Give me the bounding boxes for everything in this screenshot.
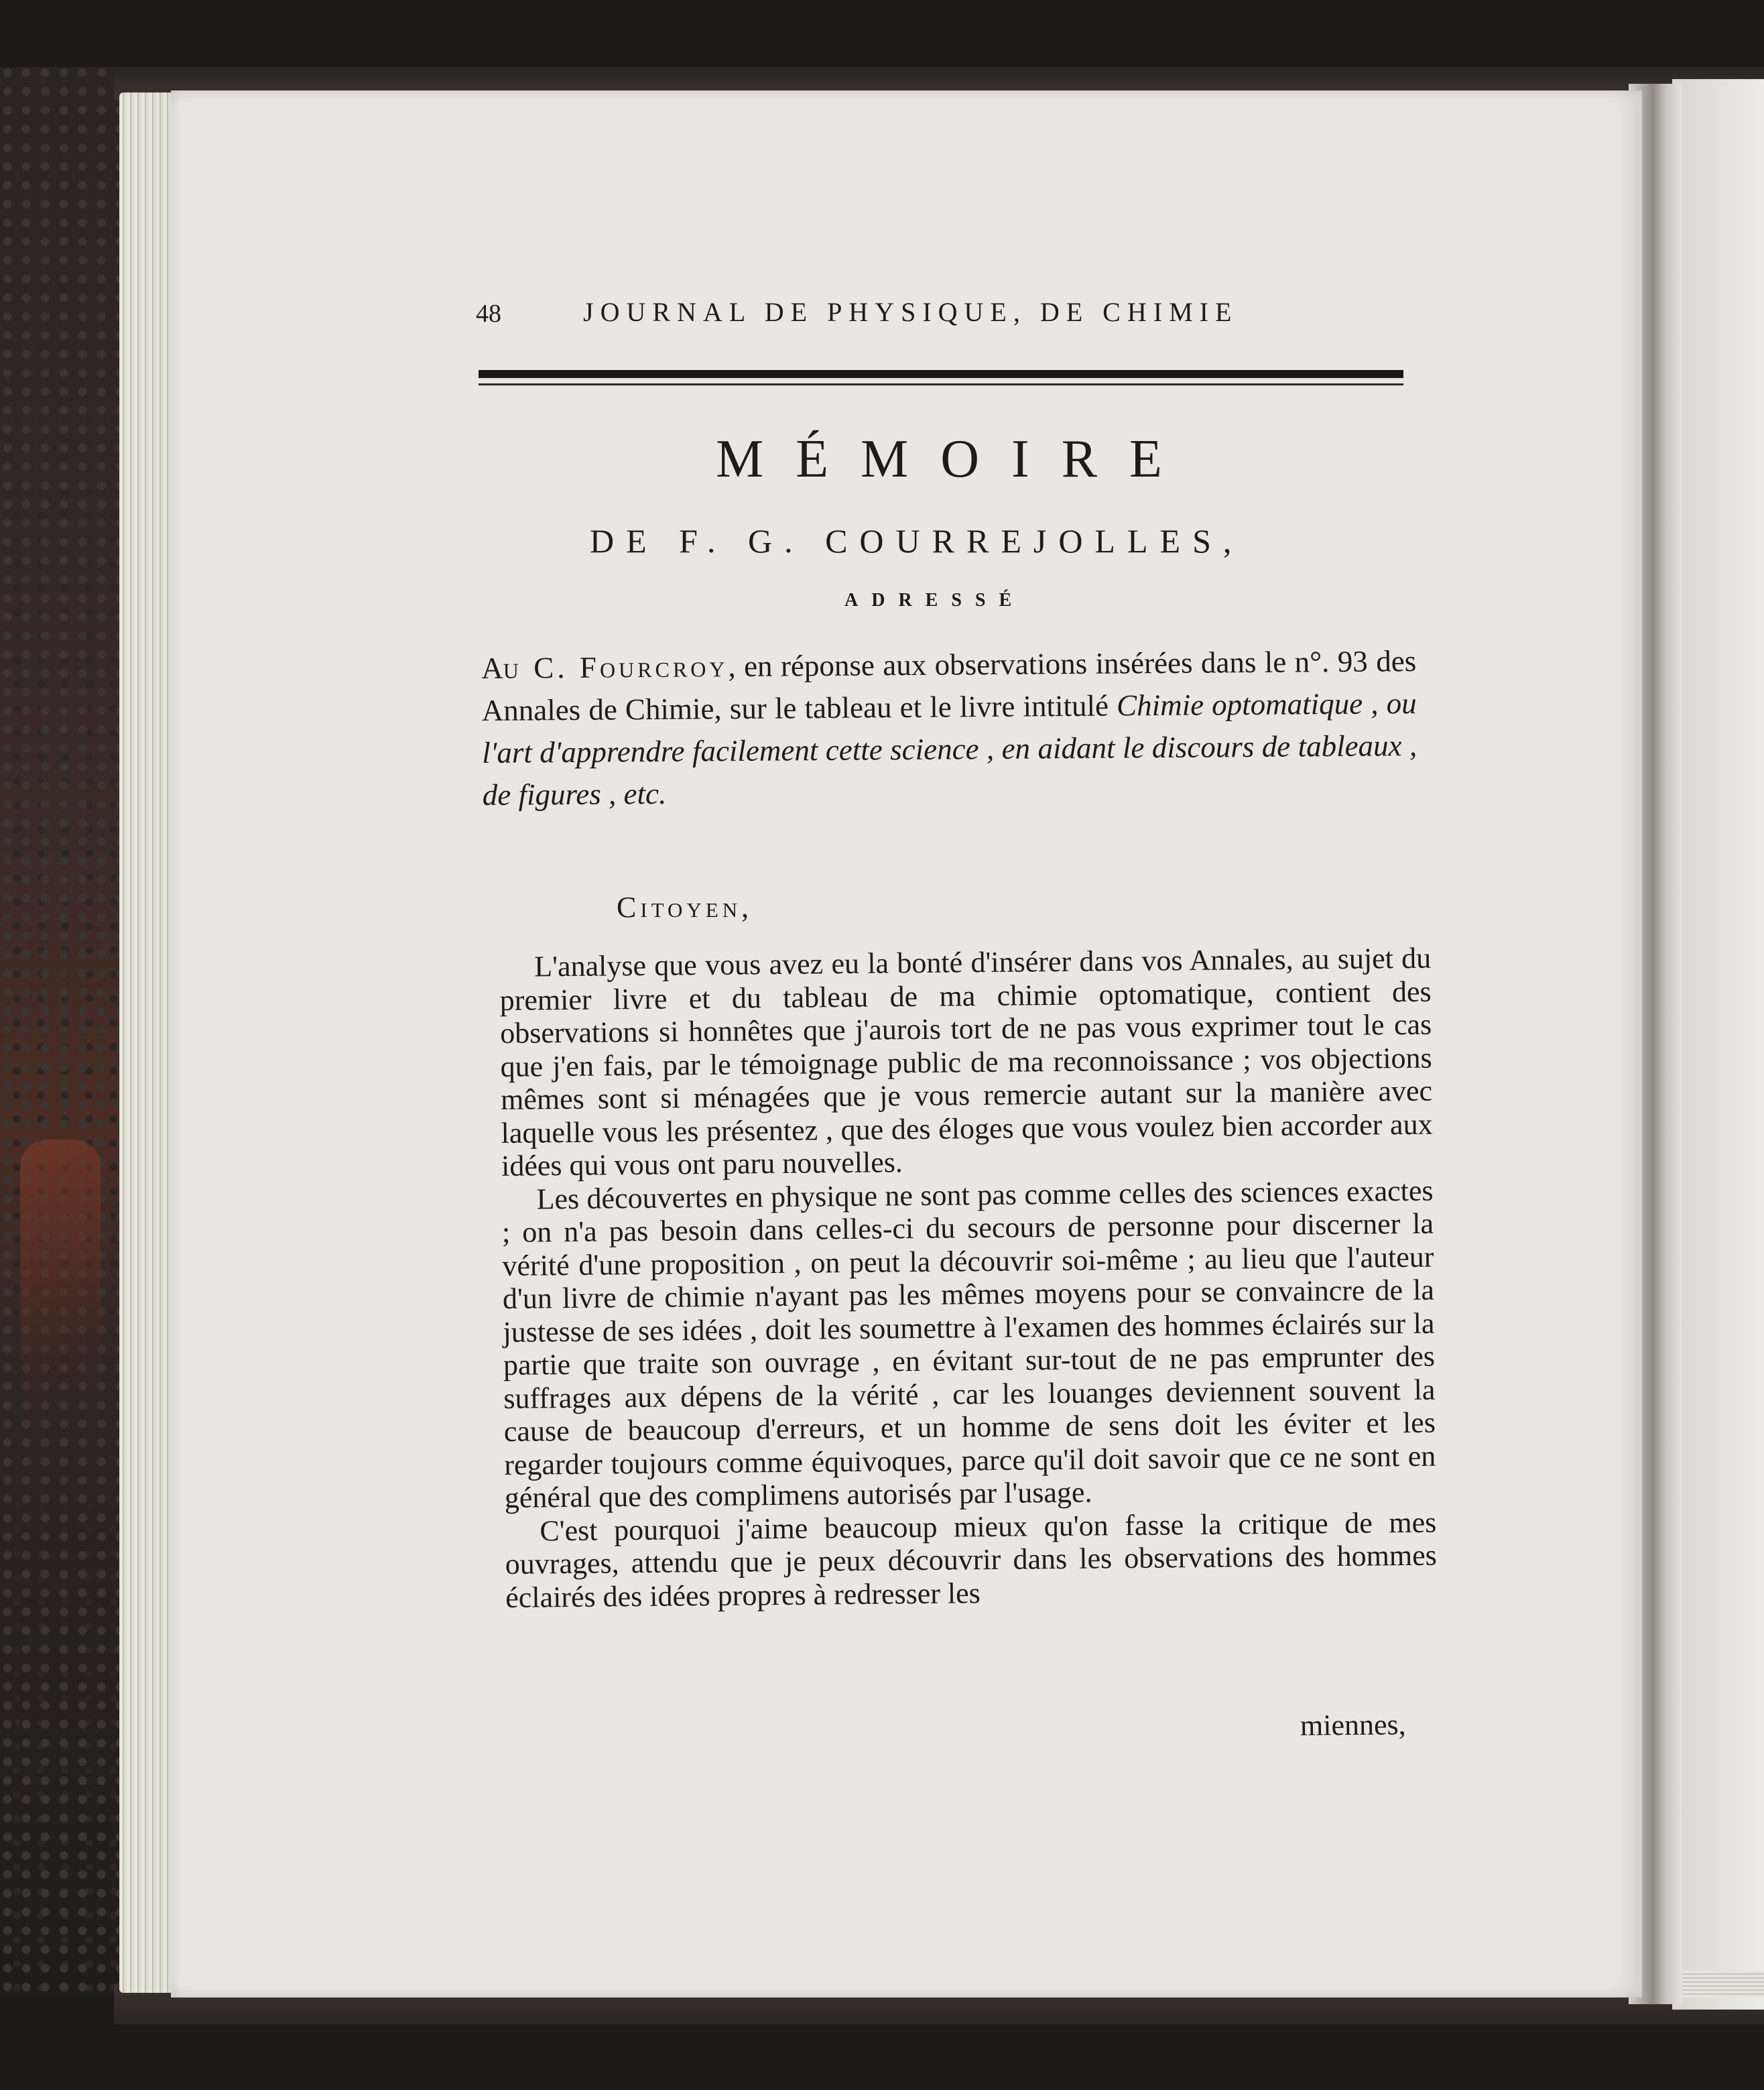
header-rule-thin: [479, 383, 1403, 385]
paragraph: C'est pourquoi j'aime beaucoup mieux qu'on fasse la critique de mes ouvrages, attendu que je peux découvrir dans les observations des hommes éclairés des idées propres à redresser les: [505, 1505, 1437, 1614]
body-text: [499, 942, 1437, 1614]
paragraph: L'analyse que vous avez eu la bonté d'insérer dans vos Annales, au sujet du premier livre et du tableau de ma chimie optomatique, contient des observations si honnêtes que j'aurois tort de ne pas vous exprimer tout le cas que j'en fais, par le témoignage public de ma reconnoissance ; vos objections mêmes sont si ménagées que je vous remercie autant sur la manière avec laquelle vous les présentez , que des éloges que vous voulez bien accorder aux idées qui vous ont paru nouvelles.: [499, 941, 1433, 1182]
salutation: Citoyen,: [617, 891, 753, 924]
paragraph: Les découvertes en physique ne sont pas comme celles des sciences exactes ; on n'a pas besoin dans celles-ci du secours de personne pour discerner la vérité d'une proposition , on peut la découvrir soi-même ; au lieu que l'auteur d'un livre de chimie n'ayant pas les mêmes moyens pour se convaincre de la justesse de ses idées , doit les soumettre à l'examen des hommes éclairés sur la partie que traite son ouvrage , en évitant sur-tout de ne pas emprunter des suffrages aux dépens de la vérité , car les louanges deviennent souvent la cause de beaucoup d'erreurs, et un homme de sens doit les éviter et les regarder toujours comme équivoques, parce qu'il doit savoir que ce ne sont en général que des complimens autorisés par l'usage.: [501, 1174, 1436, 1514]
marbled-cover-pattern: [20, 1140, 101, 1488]
address-recipient: u C. Fourcroy: [503, 650, 729, 685]
facing-page: [1672, 79, 1764, 2010]
book-cover-left: [0, 67, 124, 1997]
catchword: miennes,: [1300, 1708, 1406, 1742]
header-rule-thick: [479, 370, 1403, 378]
memoir-author: DE F. G. COURREJOLLES,: [590, 522, 1244, 560]
book-title-italic: Chimie optomatique , ou l'art d'apprendre facilement cette science , en aidant le discours de tableaux , de figures , etc.: [482, 686, 1418, 812]
running-head-text: JOURNAL DE PHYSIQUE, DE CHIMIE: [583, 297, 1239, 327]
memoir-title: MÉMOIRE: [716, 430, 1194, 489]
addressed-label: ADRESSÉ: [844, 590, 1025, 611]
address-lead-letter: A: [481, 651, 503, 685]
page-number: 48: [476, 300, 501, 328]
address-paragraph: [481, 640, 1418, 816]
address-text: , en réponse aux observations insérées dans le n°. 93 des Annales de Chimie, sur le tableau et le livre intitulé: [481, 644, 1417, 727]
